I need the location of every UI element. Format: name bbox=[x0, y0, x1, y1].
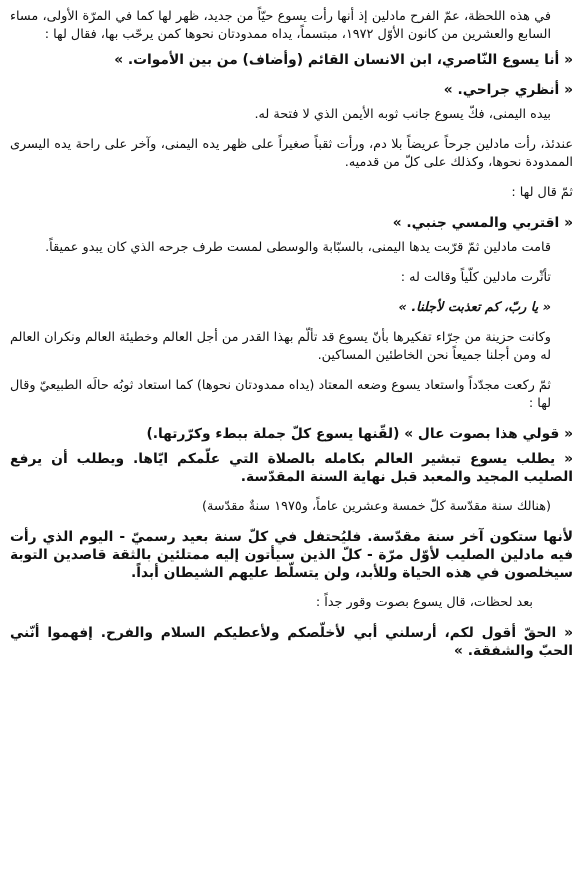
quote-jesus-identity: « أنا يسوع النّاصري، ابن الانسان القائم (وأضاف) من بين الأموات. » bbox=[114, 52, 573, 68]
paragraph-madeleine-moved: تأثّرت مادلين كلّياً وقالت له : bbox=[400, 270, 551, 285]
quote-truth-i-say: « الحقّ أقول لكم، أرسلني أبي لأخلّصكم ولأعطيكم السلام والفرح. إفهموا أنّني الحبّ والشفقة. » bbox=[10, 625, 573, 659]
paragraph-1: في هذه اللحظة، عمّ الفرح مادلين إذ أنها رأت يسوع حيّاً من جديد، ظهر لها كما في المرّة الأولى، مساء السابع والعشرين من كانون الأوّل ١٩٧٢، مبتسماً، يداه ممدودتان نحوها كمن يرحّب بها، فقال لها : bbox=[10, 9, 551, 42]
quote-come-touch: « اقتربي والمسي جنبي. » bbox=[392, 215, 573, 231]
paragraph-then-said: ثمّ قال لها : bbox=[511, 185, 573, 200]
quote-jesus-requests: « يطلب يسوع تبشير العالم بكامله بالصلاة التي علّمكم ايّاها. ويطلب أن يرفع الصليب المجيد والمعبد قبل نهاية السنة المقدّسة. bbox=[10, 451, 573, 485]
paragraph-after-moments: بعد لحظات، قال يسوع بصوت وقور جداً : bbox=[315, 595, 533, 610]
paragraph-sadness: وكانت حزينة من جرّاء تفكيرها بأنّ يسوع قد تألّم بهذا القدر من أجل العالم وخطيئة العالم ونكران العالم له ومن أجلنا جميعاً نحن الخاطئين المساكين. bbox=[10, 330, 551, 363]
paragraph-madeleine-touch: قامت مادلين ثمّ قرّبت يدها اليمنى، بالسبّابة والوسطى لمست طرف جرحه الذي كان يبدو عميقاً. bbox=[45, 240, 551, 255]
quote-say-aloud: « قولي هذا بصوت عال » (لقّنها يسوع كلّ جملة ببطء وكرّرتها.) bbox=[146, 426, 573, 442]
quote-look-wounds: « أنظري جراحي. » bbox=[443, 82, 573, 98]
paragraph-kneel-again: ثمّ ركعت مجدّداً واستعاد يسوع وضعه المعتاد (يداه ممدودتان نحوها) كما استعاد ثوبُه حالَه الطبيعيّ وقال لها : bbox=[10, 378, 551, 411]
quote-last-holy-year: لأنها ستكون آخر سنة مقدّسة. فليُحتفل في كلّ سنة بعيد رسميّ - اليوم الذي رأت فيه مادلين الصليب لأوّل مرّة - كلّ الذين سيأتون إليه ممتلئين بالثقة قاصدين التوبة سيخلصون في هذه الحياة وللأبد، ولن يتسلّط عليهم الشيطان أبداً. bbox=[10, 529, 573, 581]
paragraph-right-hand: بيده اليمنى، فكّ يسوع جانب ثوبه الأيمن الذي لا فتحة له. bbox=[254, 107, 551, 122]
paragraph-holy-year-note: (هنالك سنة مقدّسة كلّ خمسة وعشرين عاماً، و١٩٧٥ سنةٌ مقدّسة) bbox=[202, 499, 551, 514]
paragraph-wound-description: عندئذ، رأت مادلين جرحاً عريضاً بلا دم، ورأت ثقباً صغيراً على ظهر يده اليمنى، وآخر على راحة يده اليسرى الممدودة نحوها، وكذلك على كلّ من قدميه. bbox=[10, 137, 573, 170]
quote-lord-suffered: « يا ربّ، كم تعذبت لأجلنا. » bbox=[398, 300, 551, 315]
